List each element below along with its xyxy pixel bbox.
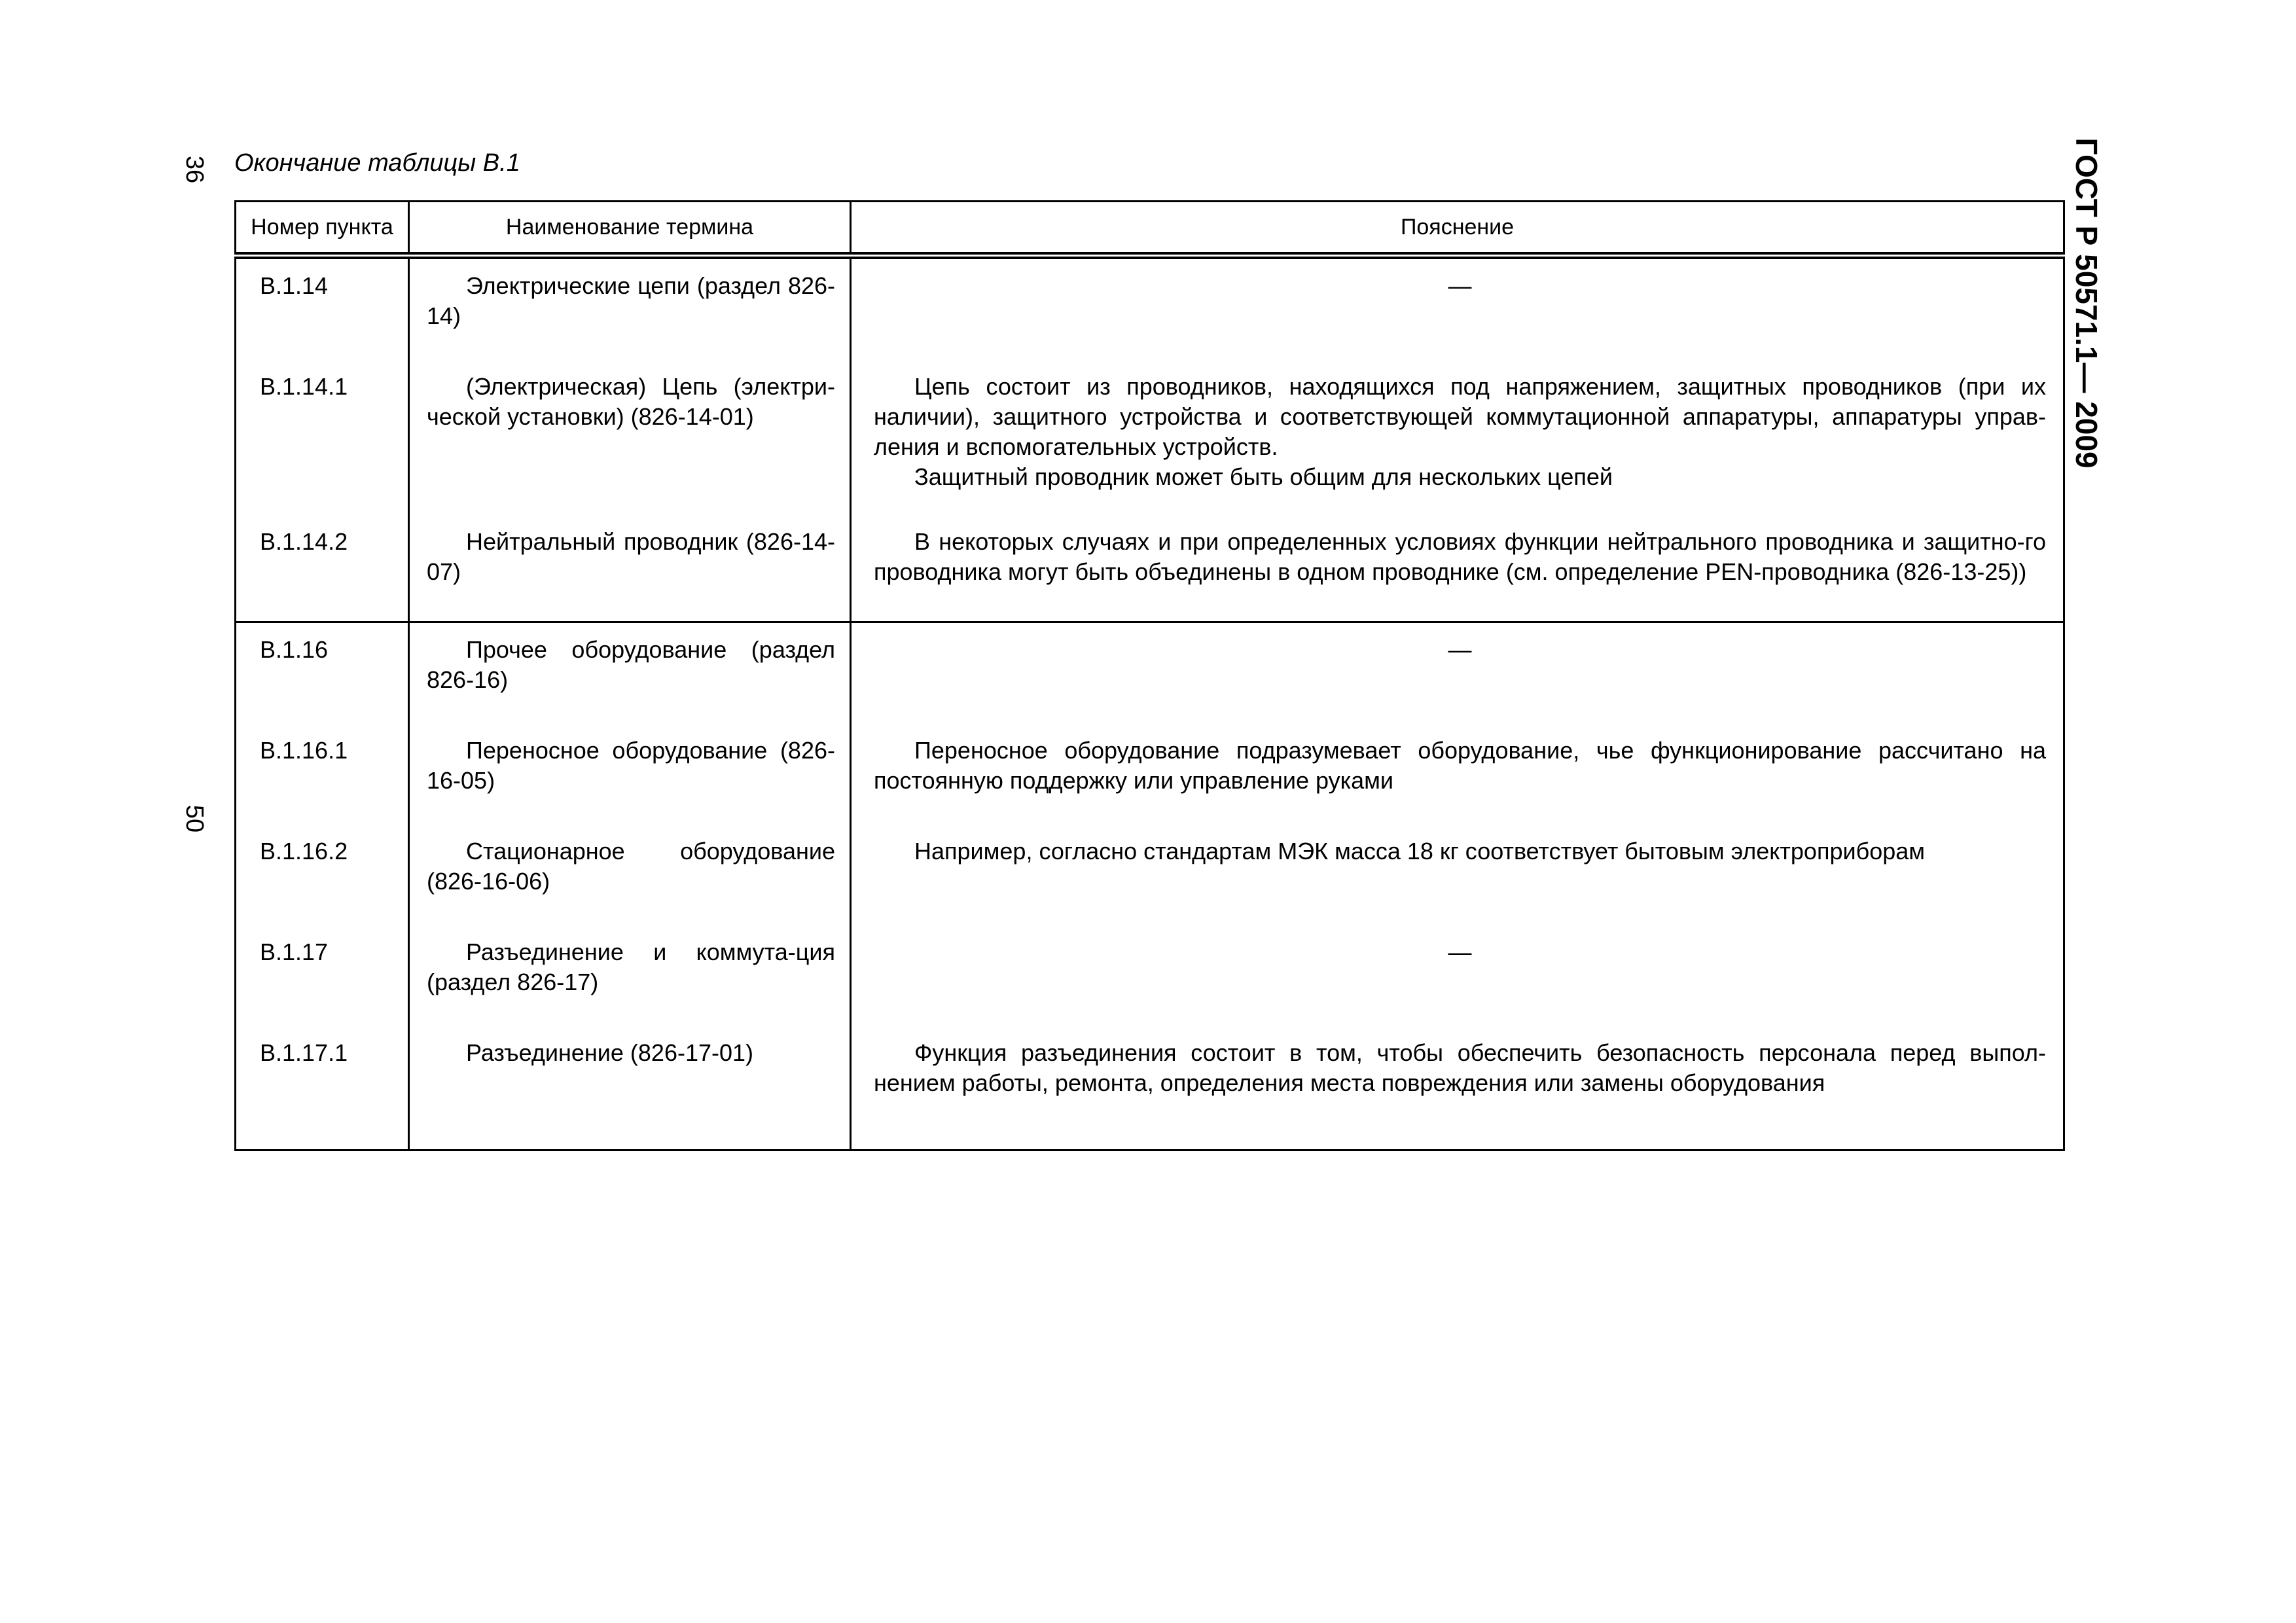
no-explanation-dash: — — [1448, 938, 1472, 965]
explanation-paragraph: Переносное оборудование подразумевает оборудование, чье функционирование рассчитано на постоянную поддержку или управление руками — [874, 737, 2046, 794]
term-name-cell — [409, 925, 851, 1026]
term-name-text: Разъединение (826-17-01) — [466, 1039, 754, 1066]
header-item-number: Номер пункта — [236, 202, 409, 256]
header-term-name: Наименование термина — [409, 202, 851, 256]
term-name-cell — [409, 515, 851, 622]
explanation-cell — [851, 515, 2064, 622]
term-name-cell — [409, 724, 851, 825]
item-number-cell: В.1.16.2 — [236, 825, 409, 925]
header-explanation: Пояснение — [851, 202, 2064, 256]
item-number-cell: В.1.14.1 — [236, 360, 409, 515]
term-name-text: Переносное оборудование (826-16-05) — [427, 737, 835, 794]
explanation-cell — [851, 1026, 2064, 1150]
item-number-cell: В.1.17.1 — [236, 1026, 409, 1150]
item-number-cell: В.1.14 — [236, 256, 409, 361]
explanation-cell — [851, 825, 2064, 925]
table-header-row — [236, 202, 2064, 256]
item-number-cell: В.1.17 — [236, 925, 409, 1026]
term-name-cell — [409, 622, 851, 724]
term-name-text: Прочее оборудование (раздел 826-16) — [427, 636, 835, 693]
item-number-cell: В.1.16 — [236, 622, 409, 724]
term-name-cell — [409, 1026, 851, 1150]
term-name-text: Разъединение и коммута-ция (раздел 826-17) — [427, 938, 835, 995]
term-name-text: (Электрическая) Цепь (электри-ческой установки) (826-14-01) — [427, 373, 835, 430]
no-explanation-dash: — — [1448, 272, 1472, 299]
explanation-cell — [851, 724, 2064, 825]
no-explanation-dash: — — [1448, 636, 1472, 663]
explanation-cell — [851, 256, 2064, 361]
table-row — [236, 360, 2064, 515]
explanation-paragraph: Защитный проводник может быть общим для нескольких цепей — [914, 463, 1613, 490]
explanation-cell — [851, 925, 2064, 1026]
terms-table — [234, 200, 2065, 1151]
explanation-paragraph: Цепь состоит из проводников, находящихся под напряжением, защитных проводников (при их наличии), защитного устройства и соответствующей коммутационной аппаратуры, аппаратуры управ-ления и вспомогательных устройств. — [874, 373, 2046, 460]
table-row — [236, 1026, 2064, 1150]
item-number-cell: В.1.14.2 — [236, 515, 409, 622]
table-row — [236, 515, 2064, 622]
explanation-paragraph: В некоторых случаях и при определенных условиях функции нейтрального проводника и защитно-го проводника могут быть объединены в одном проводнике (см. определение PEN-проводника (826-13-25)) — [874, 528, 2046, 585]
table-body — [236, 256, 2064, 1150]
table-row — [236, 256, 2064, 361]
table-row — [236, 925, 2064, 1026]
term-name-cell — [409, 256, 851, 361]
explanation-cell — [851, 622, 2064, 724]
term-name-cell — [409, 360, 851, 515]
term-name-cell — [409, 825, 851, 925]
table-row — [236, 724, 2064, 825]
standard-code: ГОСТ Р 50571.1— 2009 — [2070, 137, 2104, 469]
table-continuation-title: Окончание таблицы В.1 — [234, 149, 520, 177]
term-name-text: Стационарное оборудование (826-16-06) — [427, 838, 835, 895]
explanation-cell — [851, 360, 2064, 515]
table-row — [236, 622, 2064, 724]
explanation-paragraph: Функция разъединения состоит в том, чтобы обеспечить безопасность персонала перед выпол-нением работы, ремонта, определения места повреждения или замены оборудования — [874, 1039, 2046, 1096]
term-name-text: Нейтральный проводник (826-14-07) — [427, 528, 835, 585]
item-number-cell: В.1.16.1 — [236, 724, 409, 825]
term-name-text: Электрические цепи (раздел 826-14) — [427, 272, 835, 329]
table-row — [236, 825, 2064, 925]
page-number-middle: 50 — [181, 804, 208, 833]
explanation-paragraph: Например, согласно стандартам МЭК масса 18 кг соответствует бытовым электроприборам — [914, 838, 1926, 865]
page-number-top: 36 — [181, 155, 208, 184]
